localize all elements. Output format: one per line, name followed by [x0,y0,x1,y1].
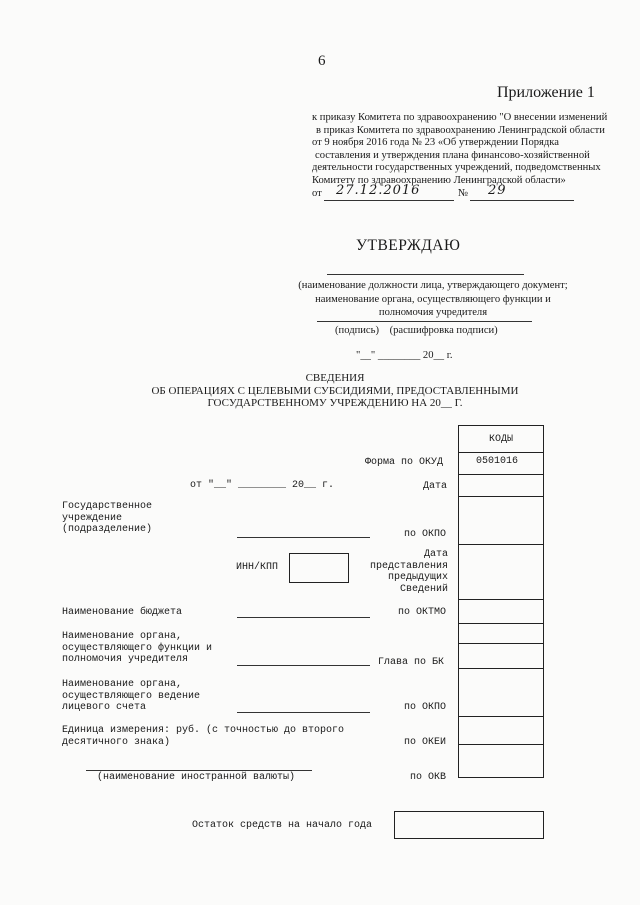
approver-caption: (наименование должности лица, утверждающего документ; наименование органа, осуществляющего функции и полномочия учредителя [298,280,568,318]
page-number: 6 [318,53,326,69]
date-code [459,474,543,496]
budget-label: Наименование бюджета [62,607,183,618]
approve-title: УТВЕРЖДАЮ [356,237,461,254]
prev-date-label: Дата представления предыдущих Сведений [369,549,448,595]
date-label: Дата [423,481,448,492]
order-line: в приказ Комитета по здравоохранению Ленинградской области [316,124,605,136]
blank-code [459,623,543,643]
title-line: ОБ ОПЕРАЦИЯХ С ЦЕЛЕВЫМИ СУБСИДИЯМИ, ПРЕДОСТАВЛЕННЫМИ [151,384,519,397]
title-line: СВЕДЕНИЯ [305,372,365,384]
okpo-label-2: по ОКПО [404,702,447,713]
currency-caption: (наименование иностранной валюты) [97,772,296,783]
oktmo-code [459,599,543,623]
balance-label: Остаток средств на начало года [192,820,373,831]
inn-label: ИНН/КПП [236,562,279,573]
form-title [130,372,540,410]
signature-caption: (подпись) (расшифровка подписи) [335,325,498,336]
order-date-row [312,182,607,204]
order-date-handwritten: 27.12.2016 [336,182,421,198]
prev-date-code [459,544,543,599]
codes-table [458,425,544,778]
bk-code [459,643,543,668]
okv-code [459,744,543,777]
okud-label: Форма по ОКУД [365,457,444,468]
okei-code [459,716,543,744]
institution-label: Государственное учреждение (подразделение) [62,501,153,535]
title-line: ГОСУДАРСТВЕННОМУ УЧРЕЖДЕНИЮ НА 20__ Г. [207,397,463,409]
oktmo-label: по ОКТМО [398,607,447,618]
okud-code: 0501016 [459,452,543,474]
unit-label: Единица измерения: руб. (с точностью до второго десятичного знака) [62,725,345,748]
order-number-handwritten: 29 [488,182,507,198]
order-line: деятельности государственных учреждений, подведомственных [312,162,601,174]
date-line: от "__" ________ 20__ г. [190,480,335,491]
order-reference [312,112,607,204]
order-date-prefix: от [312,187,322,199]
okpo-code-2 [459,668,543,716]
order-line: составления и утверждения плана финансово-хозяйственной [315,149,590,161]
okpo-code [459,496,543,544]
inn-field[interactable] [289,553,349,583]
codes-header: КОДЫ [488,434,513,445]
order-line: от 9 ноября 2016 года № 23 «Об утверждении Порядка [312,137,559,149]
approve-date: "__" ________ 20__ г. [356,350,453,361]
okei-label: по ОКЕИ [404,737,447,748]
order-line: к приказу Комитета по здравоохранению "О внесении изменений [312,112,608,123]
order-line: Комитету по здравоохранению Ленинградской области» [312,174,566,186]
okpo-label: по ОКПО [404,529,447,540]
founder-label: Наименование органа, осуществляющего функции и полномочия учредителя [62,631,213,665]
okv-label: по ОКВ [410,772,447,783]
account-label: Наименование органа, осуществляющего ведение лицевого счета [62,679,201,713]
order-number-prefix: № [458,187,469,199]
bk-label: Глава по БК [378,657,445,668]
appendix-title: Приложение 1 [497,84,595,101]
balance-field[interactable] [394,811,544,839]
